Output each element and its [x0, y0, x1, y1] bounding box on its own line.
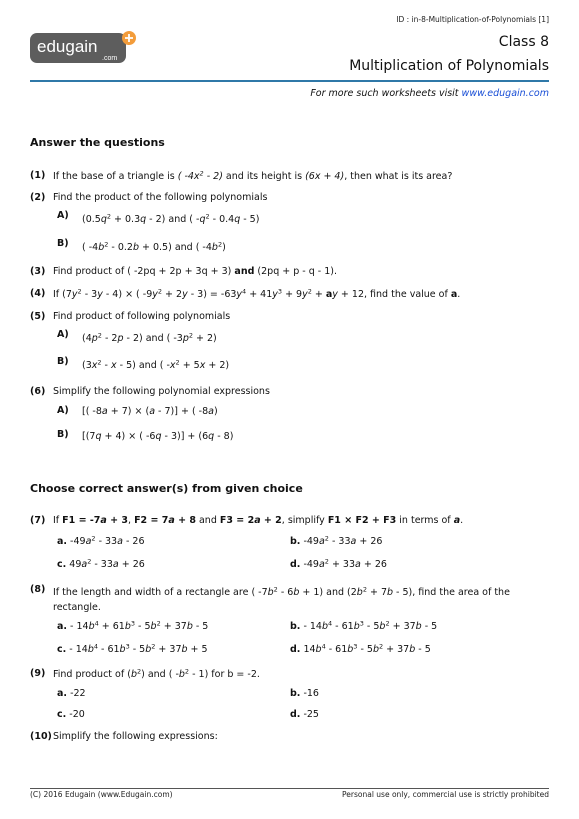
q9-option-c[interactable]: c. -20 [57, 709, 85, 720]
section-title-choice: Choose correct answer(s) from given choice [30, 482, 303, 495]
q10-text: Simplify the following expressions: [53, 731, 218, 742]
q9-option-d[interactable]: d. -25 [290, 709, 319, 720]
q6-text: Simplify the following polynomial expressions [53, 386, 270, 397]
q2-text: Find the product of the following polynomials [53, 192, 268, 203]
q6-sub-a-label: A) [57, 405, 69, 416]
q6-number: (6) [30, 386, 46, 397]
q10-number: (10) [30, 731, 52, 742]
q4-text: If $(7y^2 - 3y - 4)$ × ( $-9y^2 + 2y - 3) = -63y^4 + 41y^3 + 9y^2$ + ay + 12, find the value of a. [53, 287, 461, 300]
q2-sub-b-text: ( $-4b^2 - 0.2b + 0.5$) and ( $-4b^2$) [82, 240, 226, 253]
worksheet-id: ID : in-8-Multiplication-of-Polynomials [1] [396, 15, 549, 24]
q2-sub-b-label: B) [57, 238, 69, 249]
q1-number: (1) [30, 170, 46, 181]
q2-sub-a-text: $(0.5q^2 + 0.3q - 2)$ and ( $-q^2 - 0.4q - 5$) [82, 212, 260, 225]
q9-text: Find product of $(b^2)$ and ( $-b^2 - 1$) for b = -2. [53, 667, 260, 680]
q8-option-b[interactable]: b. - $14b^4 - 61b^3 - 5b^2 + 37b - 5$ [290, 619, 438, 632]
q6-sub-a-text: [( -8a + 7) × (a - 7)] + ( -8a) [82, 406, 218, 417]
q3-text: Find product of ( -2pq + 2p + 3q + 3) and (2pq + p - q - 1). [53, 266, 337, 277]
q7-option-d[interactable]: d. $-49a^2 + 33a + 26$ [290, 557, 387, 570]
q5-text: Find product of following polynomials [53, 311, 231, 322]
q1-text: If the base of a triangle is ( $-4x^2 - 2$) and its height is (6x + 4), then what is its area? [53, 169, 453, 182]
visit-link[interactable]: www.edugain.com [461, 88, 549, 99]
q6-sub-b-label: B) [57, 429, 69, 440]
q7-option-a[interactable]: a. $-49a^2 - 33a - 26$ [57, 534, 145, 547]
q9-option-b[interactable]: b. -16 [290, 688, 319, 699]
q7-number: (7) [30, 515, 46, 526]
topic-title: Multiplication of Polynomials [349, 58, 549, 74]
q8-option-c[interactable]: c. - $14b^4 - 61b^3 - 5b^2 + 37b + 5$ [57, 642, 208, 655]
visit-line: For more such worksheets visit www.edugain.com [310, 88, 549, 99]
footer-copyright: (C) 2016 Edugain (www.Edugain.com) [30, 790, 173, 799]
footer-rule [30, 788, 549, 789]
q5-sub-b-label: B) [57, 356, 69, 367]
q9-number: (9) [30, 668, 46, 679]
q6-sub-b-text: [(7q + 4) × ( -6q - 3)] + (6q - 8) [82, 431, 234, 442]
q4-number: (4) [30, 288, 46, 299]
logo-sub-text: .com [102, 55, 118, 62]
logo-text: edugain [37, 37, 98, 56]
q8-text: If the length and width of a rectangle are ( $-7b^2 - 6b + 1$) and $(2b^2 + 7b - 5)$, find the area of the rectangle. [53, 585, 510, 613]
q7-option-c[interactable]: c. $49a^2 - 33a + 26$ [57, 557, 145, 570]
q8-number: (8) [30, 584, 46, 595]
q7-option-b[interactable]: b. $-49a^2 - 33a + 26$ [290, 534, 383, 547]
q8-option-d[interactable]: d. $14b^4 - 61b^3 - 5b^2 + 37b - 5$ [290, 642, 431, 655]
q2-number: (2) [30, 192, 46, 203]
header-rule [30, 80, 549, 82]
q8-option-a[interactable]: a. - $14b^4 + 61b^3 - 5b^2 + 37b - 5$ [57, 619, 209, 632]
q9-option-a[interactable]: a. -22 [57, 688, 86, 699]
class-title: Class 8 [498, 34, 549, 50]
q5-sub-b-text: ($3x^2$ - x - 5) and ( $-x^2 + 5x + 2$) [82, 358, 230, 371]
q3-number: (3) [30, 266, 46, 277]
edugain-logo [30, 31, 136, 65]
footer-usage-note: Personal use only, commercial use is strictly prohibited [342, 790, 549, 799]
q5-number: (5) [30, 311, 46, 322]
section-title-answer: Answer the questions [30, 136, 165, 149]
q5-sub-a-label: A) [57, 329, 69, 340]
q5-sub-a-text: $(4p^2 - 2p - 2)$ and ( $-3p^2 + 2$) [82, 331, 217, 344]
q2-sub-a-label: A) [57, 210, 69, 221]
q7-text: If F1 = -7a + 3, F2 = 7a + 8 and F3 = 2a + 2, simplify F1 × F2 + F3 in terms of a. [53, 515, 464, 526]
